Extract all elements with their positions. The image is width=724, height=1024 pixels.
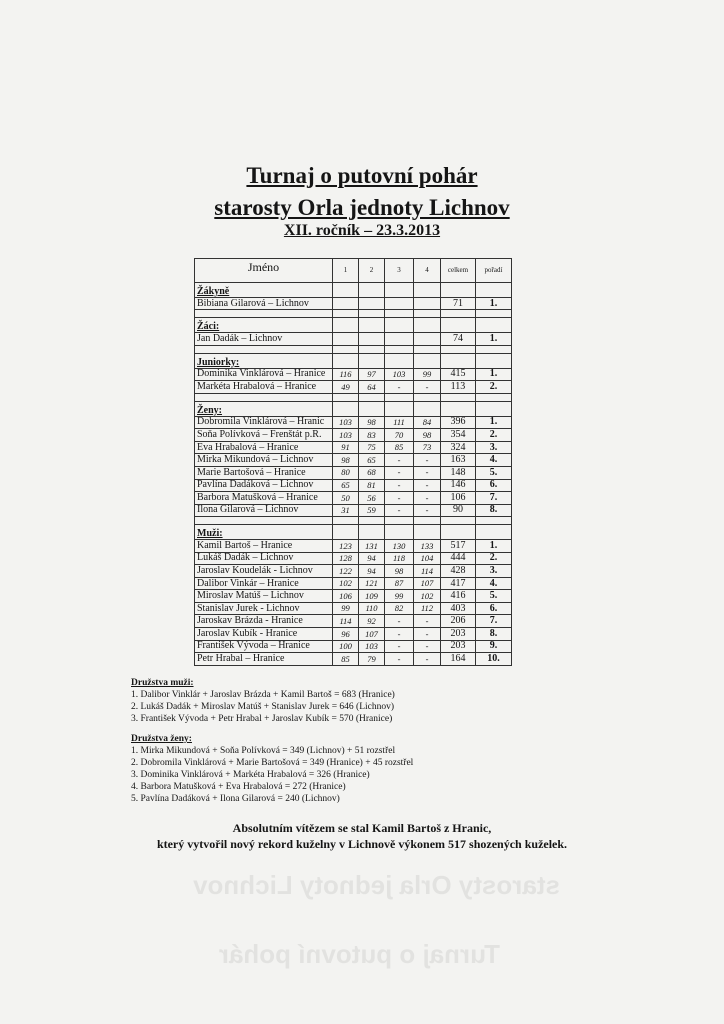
player-name: Kamil Bartoš – Hranice — [195, 540, 333, 553]
round-score: - — [414, 640, 441, 653]
rank: 2. — [476, 381, 512, 394]
player-name: Markéta Hrabalová – Hranice — [195, 381, 333, 394]
category-label: Žáci: — [195, 318, 333, 333]
category-empty-cell — [414, 353, 441, 368]
round-score: 102 — [333, 577, 359, 590]
teams-men-item: 3. František Vývoda + Petr Hrabal + Jaroslav Kubík = 570 (Hranice) — [131, 714, 393, 724]
header-round-4: 4 — [414, 259, 441, 283]
rank: 4. — [476, 577, 512, 590]
round-score: 118 — [385, 552, 414, 565]
round-score: 133 — [414, 540, 441, 553]
category-empty-cell — [441, 283, 476, 298]
player-name: Lukáš Dadák – Lichnov — [195, 552, 333, 565]
table-row — [195, 479, 512, 492]
table-row — [195, 416, 512, 429]
round-score: - — [414, 492, 441, 505]
table-row — [195, 429, 512, 442]
category-empty-cell — [333, 353, 359, 368]
category-label: Juniorky: — [195, 353, 333, 368]
category-empty-cell — [359, 525, 385, 540]
player-name: Dominika Vinklárová – Hranice — [195, 368, 333, 381]
round-score: 103 — [385, 368, 414, 381]
total-score: 90 — [441, 504, 476, 517]
round-score — [359, 297, 385, 310]
rank: 1. — [476, 416, 512, 429]
round-score: 130 — [385, 540, 414, 553]
spacer-cell — [441, 310, 476, 318]
table-row — [195, 504, 512, 517]
teams-women-item: 3. Dominika Vinklárová + Markéta Hrabalová = 326 (Hranice) — [131, 770, 370, 780]
rank: 7. — [476, 492, 512, 505]
round-score — [359, 333, 385, 346]
player-name: Barbora Matušková – Hranice — [195, 492, 333, 505]
category-row — [195, 283, 512, 298]
rank: 8. — [476, 504, 512, 517]
round-score — [414, 333, 441, 346]
table-row — [195, 552, 512, 565]
rank: 6. — [476, 479, 512, 492]
teams-women-item: 1. Mirka Mikundová + Soňa Polívková = 349 (Lichnov) + 51 rozstřel — [131, 746, 396, 756]
category-row — [195, 525, 512, 540]
round-score: 64 — [359, 381, 385, 394]
player-name: Pavlína Dadáková – Lichnov — [195, 479, 333, 492]
rank: 7. — [476, 615, 512, 628]
round-score: 100 — [333, 640, 359, 653]
round-score: - — [385, 466, 414, 479]
category-empty-cell — [441, 401, 476, 416]
spacer-cell — [333, 345, 359, 353]
round-score: 121 — [359, 577, 385, 590]
round-score: 99 — [414, 368, 441, 381]
round-score: - — [385, 492, 414, 505]
table-row — [195, 333, 512, 346]
player-name: Dalibor Vinkár – Hranice — [195, 577, 333, 590]
total-score: 206 — [441, 615, 476, 628]
player-name: Mirka Mikundová – Lichnov — [195, 454, 333, 467]
round-score: - — [385, 640, 414, 653]
teams-men-heading: Družstva muži: — [131, 678, 194, 688]
round-score: - — [414, 466, 441, 479]
round-score: 85 — [385, 441, 414, 454]
spacer-cell — [359, 310, 385, 318]
player-name: Jaroslav Kubík - Hranice — [195, 627, 333, 640]
round-score: 128 — [333, 552, 359, 565]
conclusion-line-1: Absolutním vítězem se stal Kamil Bartoš z Hranic, — [232, 821, 492, 835]
total-score: 403 — [441, 602, 476, 615]
round-score: - — [385, 479, 414, 492]
round-score: 96 — [333, 627, 359, 640]
round-score: 97 — [359, 368, 385, 381]
total-score: 517 — [441, 540, 476, 553]
spacer-cell — [385, 517, 414, 525]
bleed-line-1: starosty Orla jednoty Lichnov — [193, 870, 560, 900]
round-score: 73 — [414, 441, 441, 454]
spacer-row — [195, 310, 512, 318]
total-score: 417 — [441, 577, 476, 590]
rank: 5. — [476, 590, 512, 603]
spacer-row — [195, 393, 512, 401]
round-score: - — [414, 454, 441, 467]
bleed-through-text — [150, 870, 580, 1000]
category-empty-cell — [359, 283, 385, 298]
conclusion-line-2: který vytvořil nový rekord kuželny v Lichnově výkonem 517 shozených kuželek. — [156, 837, 568, 851]
player-name: Miroslav Matúš – Lichnov — [195, 590, 333, 603]
spacer-cell — [333, 310, 359, 318]
round-score: 65 — [333, 479, 359, 492]
table-row — [195, 466, 512, 479]
spacer-cell — [333, 517, 359, 525]
category-empty-cell — [476, 353, 512, 368]
teams-women-heading: Družstva ženy: — [131, 734, 192, 744]
round-score: 104 — [414, 552, 441, 565]
spacer-cell — [385, 345, 414, 353]
total-score: 444 — [441, 552, 476, 565]
title-line-3: XII. ročník – 23.3.2013 — [283, 222, 441, 239]
player-name: Petr Hrabal – Hranice — [195, 653, 333, 666]
spacer-cell — [333, 393, 359, 401]
round-score: 112 — [414, 602, 441, 615]
category-empty-cell — [476, 401, 512, 416]
table-row — [195, 565, 512, 578]
category-row — [195, 353, 512, 368]
round-score: 79 — [359, 653, 385, 666]
total-score: 324 — [441, 441, 476, 454]
spacer-cell — [414, 345, 441, 353]
category-empty-cell — [385, 318, 414, 333]
spacer-cell — [195, 310, 333, 318]
spacer-cell — [385, 310, 414, 318]
total-score: 164 — [441, 653, 476, 666]
total-score: 203 — [441, 627, 476, 640]
round-score: 114 — [333, 615, 359, 628]
category-empty-cell — [359, 401, 385, 416]
header-round-3: 3 — [385, 259, 414, 283]
round-score: - — [385, 627, 414, 640]
rank: 1. — [476, 333, 512, 346]
category-empty-cell — [476, 525, 512, 540]
table-header-row — [195, 259, 512, 283]
category-label: Ženy: — [195, 401, 333, 416]
round-score — [333, 333, 359, 346]
rank: 9. — [476, 640, 512, 653]
conclusion — [0, 820, 724, 852]
round-score: 92 — [359, 615, 385, 628]
player-name: Stanislav Jurek - Lichnov — [195, 602, 333, 615]
spacer-cell — [195, 517, 333, 525]
rank: 4. — [476, 454, 512, 467]
total-score: 113 — [441, 381, 476, 394]
spacer-cell — [476, 517, 512, 525]
round-score: 31 — [333, 504, 359, 517]
spacer-cell — [441, 517, 476, 525]
round-score: 109 — [359, 590, 385, 603]
player-name: Eva Hrabalová – Hranice — [195, 441, 333, 454]
header-total: celkem — [441, 259, 476, 283]
table-row — [195, 653, 512, 666]
category-empty-cell — [414, 318, 441, 333]
title-line-1: Turnaj o putovní pohár — [246, 163, 478, 188]
round-score: 103 — [359, 640, 385, 653]
rank: 10. — [476, 653, 512, 666]
round-score: 56 — [359, 492, 385, 505]
round-score: - — [385, 615, 414, 628]
bleed-line-2: Turnaj o putovní pohár — [218, 939, 500, 969]
category-label: Muži: — [195, 525, 333, 540]
spacer-cell — [385, 393, 414, 401]
round-score: 94 — [359, 552, 385, 565]
spacer-cell — [441, 393, 476, 401]
round-score: 107 — [359, 627, 385, 640]
round-score: 110 — [359, 602, 385, 615]
round-score: - — [414, 627, 441, 640]
round-score: 98 — [359, 416, 385, 429]
table-row — [195, 627, 512, 640]
rank: 1. — [476, 297, 512, 310]
round-score: 49 — [333, 381, 359, 394]
total-score: 106 — [441, 492, 476, 505]
rank: 6. — [476, 602, 512, 615]
round-score: - — [385, 454, 414, 467]
rank: 1. — [476, 540, 512, 553]
category-empty-cell — [333, 525, 359, 540]
table-row — [195, 441, 512, 454]
spacer-cell — [195, 393, 333, 401]
category-empty-cell — [441, 318, 476, 333]
results-table — [194, 258, 512, 666]
player-name: Dobromila Vinklárová – Hranic — [195, 416, 333, 429]
round-score: 85 — [333, 653, 359, 666]
round-score: 98 — [333, 454, 359, 467]
round-score: - — [414, 615, 441, 628]
table-row — [195, 590, 512, 603]
table-row — [195, 381, 512, 394]
category-empty-cell — [385, 401, 414, 416]
spacer-cell — [414, 310, 441, 318]
round-score — [414, 297, 441, 310]
total-score: 354 — [441, 429, 476, 442]
player-name: Marie Bartošová – Hranice — [195, 466, 333, 479]
round-score: 65 — [359, 454, 385, 467]
team-results — [131, 677, 413, 805]
teams-women-item: 4. Barbora Matušková + Eva Hrabalová = 272 (Hranice) — [131, 782, 346, 792]
category-empty-cell — [385, 283, 414, 298]
category-empty-cell — [476, 283, 512, 298]
teams-men-item: 1. Dalibor Vinklár + Jaroslav Brázda + Kamil Bartoš = 683 (Hranice) — [131, 690, 395, 700]
spacer-cell — [414, 393, 441, 401]
round-score — [385, 297, 414, 310]
rank: 2. — [476, 552, 512, 565]
category-empty-cell — [385, 353, 414, 368]
player-name: Bibiana Gilarová – Lichnov — [195, 297, 333, 310]
round-score: - — [414, 504, 441, 517]
spacer-cell — [476, 310, 512, 318]
round-score: - — [414, 479, 441, 492]
spacer-cell — [359, 517, 385, 525]
category-label: Žákyně — [195, 283, 333, 298]
total-score: 74 — [441, 333, 476, 346]
player-name: Ilona Gilarová – Lichnov — [195, 504, 333, 517]
round-score: 103 — [333, 416, 359, 429]
rank: 3. — [476, 565, 512, 578]
header-round-2: 2 — [359, 259, 385, 283]
round-score: 80 — [333, 466, 359, 479]
category-empty-cell — [385, 525, 414, 540]
round-score: 75 — [359, 441, 385, 454]
category-empty-cell — [476, 318, 512, 333]
category-empty-cell — [414, 283, 441, 298]
round-score: 107 — [414, 577, 441, 590]
category-row — [195, 401, 512, 416]
round-score: 116 — [333, 368, 359, 381]
category-empty-cell — [359, 318, 385, 333]
player-name: Jan Dadák – Lichnov — [195, 333, 333, 346]
round-score: 99 — [333, 602, 359, 615]
header-round-1: 1 — [333, 259, 359, 283]
category-empty-cell — [414, 401, 441, 416]
rank: 5. — [476, 466, 512, 479]
player-name: Jaroslav Koudelák - Lichnov — [195, 565, 333, 578]
table-row — [195, 368, 512, 381]
round-score: 114 — [414, 565, 441, 578]
round-score: 98 — [414, 429, 441, 442]
table-row — [195, 602, 512, 615]
round-score: - — [414, 381, 441, 394]
table-row — [195, 454, 512, 467]
round-score: 111 — [385, 416, 414, 429]
round-score: 83 — [359, 429, 385, 442]
category-empty-cell — [441, 353, 476, 368]
round-score: 91 — [333, 441, 359, 454]
rank: 1. — [476, 368, 512, 381]
category-empty-cell — [359, 353, 385, 368]
spacer-cell — [441, 345, 476, 353]
round-score: 70 — [385, 429, 414, 442]
total-score: 415 — [441, 368, 476, 381]
round-score: 123 — [333, 540, 359, 553]
round-score: - — [385, 381, 414, 394]
rank: 8. — [476, 627, 512, 640]
round-score: 106 — [333, 590, 359, 603]
total-score: 163 — [441, 454, 476, 467]
category-row — [195, 318, 512, 333]
table-row — [195, 615, 512, 628]
round-score: 102 — [414, 590, 441, 603]
spacer-cell — [414, 517, 441, 525]
total-score: 146 — [441, 479, 476, 492]
spacer-cell — [359, 345, 385, 353]
category-empty-cell — [333, 401, 359, 416]
player-name: Soňa Polívková – Frenštát p.R. — [195, 429, 333, 442]
player-name: Jaroskav Brázda - Hranice — [195, 615, 333, 628]
spacer-cell — [359, 393, 385, 401]
round-score: 103 — [333, 429, 359, 442]
round-score: 81 — [359, 479, 385, 492]
spacer-cell — [476, 345, 512, 353]
teams-women-item: 2. Dobromila Vinklárová + Marie Bartošová = 349 (Hranice) + 45 rozstřel — [131, 758, 414, 768]
spacer-cell — [195, 345, 333, 353]
total-score: 396 — [441, 416, 476, 429]
round-score: 131 — [359, 540, 385, 553]
table-row — [195, 297, 512, 310]
round-score: 87 — [385, 577, 414, 590]
rank: 2. — [476, 429, 512, 442]
category-empty-cell — [333, 318, 359, 333]
round-score: 50 — [333, 492, 359, 505]
round-score: 82 — [385, 602, 414, 615]
table-row — [195, 492, 512, 505]
total-score: 71 — [441, 297, 476, 310]
spacer-row — [195, 517, 512, 525]
round-score: 94 — [359, 565, 385, 578]
round-score: 59 — [359, 504, 385, 517]
header-name: Jméno — [195, 259, 333, 283]
table-row — [195, 640, 512, 653]
category-empty-cell — [333, 283, 359, 298]
spacer-row — [195, 345, 512, 353]
header-rank: pořadí — [476, 259, 512, 283]
total-score: 428 — [441, 565, 476, 578]
player-name: František Vývoda – Hranice — [195, 640, 333, 653]
round-score: - — [414, 653, 441, 666]
round-score: 99 — [385, 590, 414, 603]
total-score: 148 — [441, 466, 476, 479]
table-row — [195, 577, 512, 590]
round-score: 84 — [414, 416, 441, 429]
round-score: 68 — [359, 466, 385, 479]
category-empty-cell — [414, 525, 441, 540]
table-row — [195, 540, 512, 553]
round-score: - — [385, 653, 414, 666]
round-score: 98 — [385, 565, 414, 578]
round-score — [385, 333, 414, 346]
title-line-2: starosty Orla jednoty Lichnov — [214, 195, 510, 220]
round-score — [333, 297, 359, 310]
teams-women-item: 5. Pavlína Dadáková + Ilona Gilarová = 240 (Lichnov) — [131, 794, 340, 804]
rank: 3. — [476, 441, 512, 454]
spacer-cell — [476, 393, 512, 401]
round-score: - — [385, 504, 414, 517]
category-empty-cell — [441, 525, 476, 540]
total-score: 203 — [441, 640, 476, 653]
teams-men-item: 2. Lukáš Dadák + Miroslav Matúš + Stanislav Jurek = 646 (Lichnov) — [131, 702, 395, 712]
total-score: 416 — [441, 590, 476, 603]
round-score: 122 — [333, 565, 359, 578]
